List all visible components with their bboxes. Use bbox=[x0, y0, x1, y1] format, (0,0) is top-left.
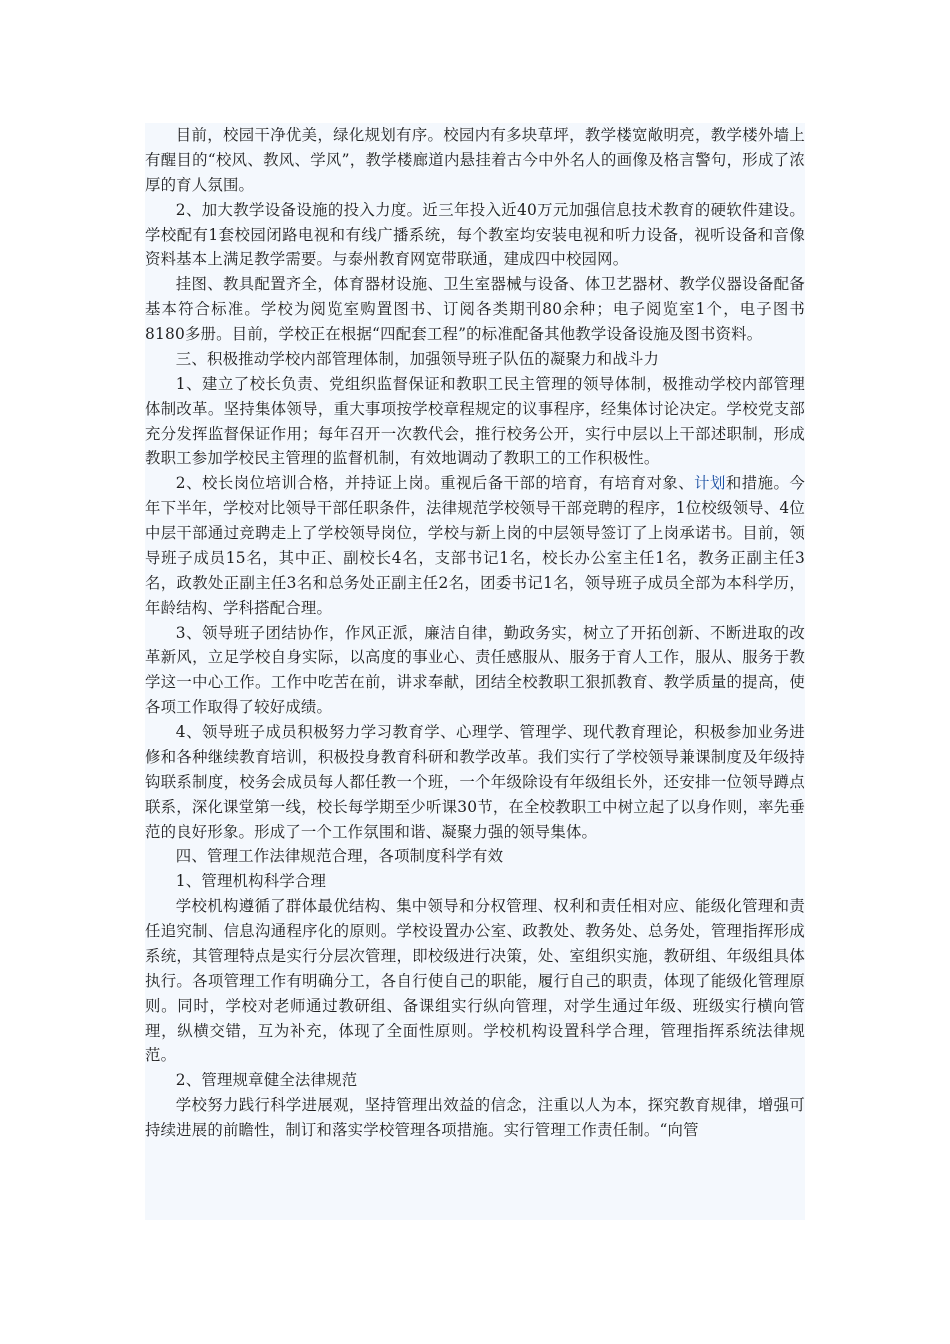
heading-section-four: 四、管理工作法律规范合理，各项制度科学有效 bbox=[175, 847, 504, 866]
paragraph-principal-training bbox=[145, 471, 805, 620]
paragraph-principal-training-after: 和措施。今年下半年，学校对比领导干部任职条件，法律规范学校领导干部竞聘的程序，1位校级领导、4位中层干部通过竞聘走上了学校领导岗位，学校与新上岗的中层领导签订了上岗承诺书。目前，领导班子成员15名，其中正、副校长4名，支部书记1名，校长办公室主任1名，教务正副主任3名，政教处正副主任3名和总务处正副主任2名，团委书记1名，领导班子成员全部为本科学历，年龄结构、学科搭配合理。 bbox=[145, 474, 805, 617]
paragraph-management-rules: 学校努力践行科学进展观，坚持管理出效益的信念，注重以人为本，探究教育规律，增强可持续进展的前瞻性，制订和落实学校管理各项措施。实行管理工作责任制。“向管 bbox=[145, 1096, 805, 1139]
heading-management-rules: 2、管理规章健全法律规范 bbox=[175, 1071, 358, 1090]
paragraph-team-unity: 3、领导班子团结协作，作风正派，廉洁自律，勤政务实，树立了开拓创新、不断进取的改革新风，立足学校自身实际，以高度的事业心、责任感服从、服务于育人工作，服从、服务于教学这一中心工作。工作中吃苦在前，讲求奉献，团结全校教职工狠抓教育、教学质量的提高，使各项工作取得了较好成绩。 bbox=[145, 623, 805, 717]
document-text-block bbox=[145, 123, 805, 1220]
heading-management-structure: 1、管理机构科学合理 bbox=[175, 872, 327, 891]
paragraph-leadership-system: 1、建立了校长负责、党组织监督保证和教职工民主管理的领导体制，极推动学校内部管理体制改革。坚持集体领导，重大事项按学校章程规定的议事程序，经集体讨论决定。学校党支部充分发挥监督保证作用；每年召开一次教代会，推行校务公开，实行中层以上干部述职制，形成教职工参加学校民主管理的监督机制，有效地调动了教职工的工作积极性。 bbox=[145, 374, 805, 468]
paragraph-principal-training-before: 2、校长岗位培训合格，并持证上岗。重视后备干部的培育，有培育对象、 bbox=[175, 474, 695, 493]
paragraph-teaching-aids: 挂图、教具配置齐全，体育器材设施、卫生室器械与设备、体卫艺器材、教学仪器设备配备基本符合标准。学校为阅览室购置图书、订阅各类期刊80余种；电子阅览室1个，电子图书8180多册。目前，学校正在根据“四配套工程”的标准配备其他教学设备设施及图书资料。 bbox=[145, 275, 805, 343]
paragraph-equipment-investment: 2、加大教学设备设施的投入力度。近三年投入近40万元加强信息技术教育的硬软件建设。学校配有1套校园闭路电视和有线广播系统，每个教室均安装电视和听力设备，视听设备和音像资料基本上满足教学需要。与泰州教育网宽带联通，建成四中校园网。 bbox=[145, 200, 805, 269]
paragraph-campus-environment: 目前，校园干净优美，绿化规划有序。校园内有多块草坪，教学楼宽敞明亮，教学楼外墙上有醒目的“校风、教风、学风”，教学楼廊道内悬挂着古今中外名人的画像及格言警句，形成了浓厚的育人氛围。 bbox=[145, 126, 805, 194]
heading-section-three: 三、积极推动学校内部管理体制，加强领导班子队伍的凝聚力和战斗力 bbox=[175, 349, 660, 368]
paragraph-team-learning: 4、领导班子成员积极努力学习教育学、心理学、管理学、现代教育理论，积极参加业务进修和各种继续教育培训，积极投身教育科研和教学改革。我们实行了学校领导兼课制度及年级持钩联系制度，校务会成员每人都任教一个班，一个年级除设有年级组长外，还安排一位领导蹲点联系，深化课堂第一线，校长每学期至少听课30节，在全校教职工中树立起了以身作则，率先垂范的良好形象。形成了一个工作氛围和谐、凝聚力强的领导集体。 bbox=[145, 723, 805, 841]
paragraph-management-structure: 学校机构遵循了群体最优结构、集中领导和分权管理、权利和责任相对应、能级化管理和责任追究制、信息沟通程序化的原则。学校设置办公室、政教处、教务处、总务处，管理指挥形成系统，其管理特点是实行分层次管理，即校级进行决策，处、室组织实施，教研组、年级组具体执行。各项管理工作有明确分工，各自行使自己的职能，履行自己的职责，体现了能级化管理原则。同时，学校对老师通过教研组、备课组实行纵向管理，对学生通过年级、班级实行横向管理，纵横交错，互为补充，体现了全面性原则。学校机构设置科学合理，管理指挥系统法律规范。 bbox=[145, 897, 805, 1065]
plan-link[interactable]: 计划 bbox=[694, 474, 726, 493]
